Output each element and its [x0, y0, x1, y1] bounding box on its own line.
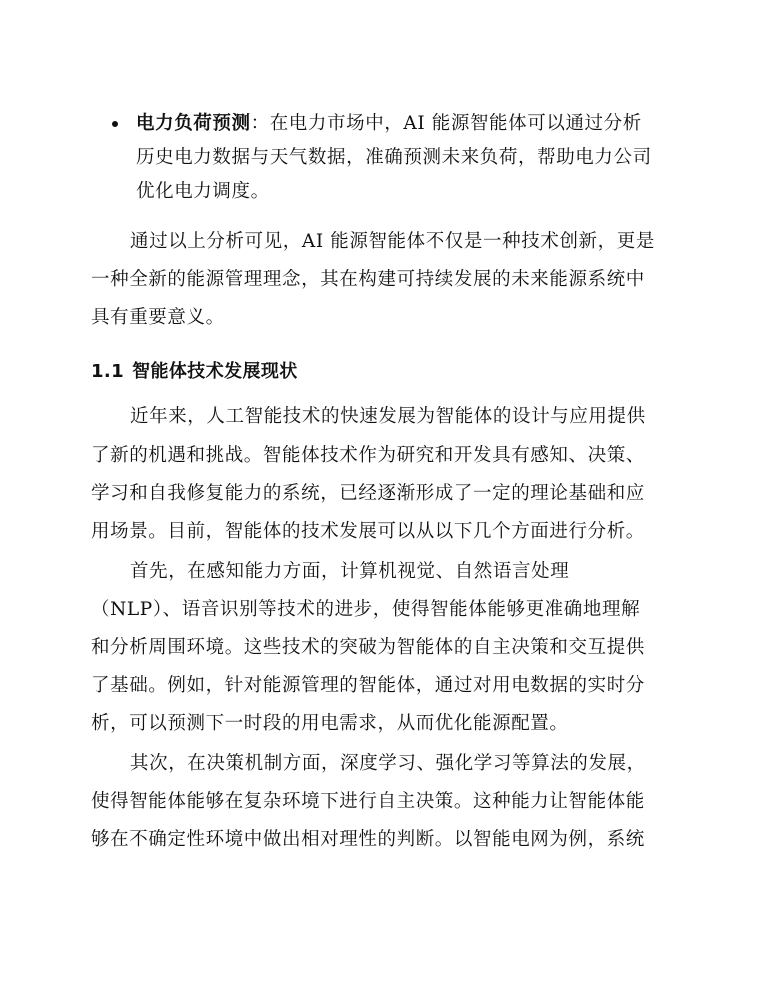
- bullet-line-2: 历史电力数据与天气数据，准确预测未来负荷，帮助电力公司: [136, 147, 652, 168]
- section-title: 智能体技术发展现状: [132, 361, 298, 382]
- bullet-line-3: 优化电力调度。: [136, 181, 270, 202]
- section-heading: [91, 360, 298, 384]
- para2-line-4: 了基础。例如，针对能源管理的智能体，通过对用电数据的实时分: [91, 675, 645, 696]
- para3-line-3: 够在不确定性环境中做出相对理性的判断。以智能电网为例，系统: [91, 829, 645, 850]
- bullet-text-1: ：在电力市场中，AI 能源智能体可以通过分析: [250, 113, 642, 134]
- summary-line-2: 一种全新的能源管理理念，其在构建可持续发展的未来能源系统中: [91, 269, 645, 290]
- bullet-term: 电力负荷预测: [136, 113, 251, 134]
- para1-line-3: 学习和自我修复能力的系统，已经逐渐形成了一定的理论基础和应: [91, 483, 645, 504]
- para1-line-2: 了新的机遇和挑战。智能体技术作为研究和开发具有感知、决策、: [91, 445, 645, 466]
- bullet-dot-icon: [112, 121, 118, 127]
- para3-line-2: 使得智能体能够在复杂环境下进行自主决策。这种能力让智能体能: [91, 791, 645, 812]
- bullet-line-1: [136, 112, 642, 136]
- para2-line-2: （NLP）、语音识别等技术的进步，使得智能体能够更准确地理解: [91, 599, 641, 620]
- para2-line-1: 首先，在感知能力方面，计算机视觉、自然语言处理: [130, 561, 570, 582]
- para2-line-3: 和分析周围环境。这些技术的突破为智能体的自主决策和交互提供: [91, 637, 645, 658]
- summary-line-1: 通过以上分析可见，AI 能源智能体不仅是一种技术创新，更是: [130, 231, 655, 252]
- para1-line-4: 用场景。目前，智能体的技术发展可以从以下几个方面进行分析。: [91, 521, 645, 542]
- para3-line-1: 其次，在决策机制方面，深度学习、强化学习等算法的发展，: [130, 753, 646, 774]
- para2-line-5: 析，可以预测下一时段的用电需求，从而优化能源配置。: [91, 713, 569, 734]
- para1-line-1: 近年来，人工智能技术的快速发展为智能体的设计与应用提供: [130, 406, 646, 427]
- section-number: 1.1: [91, 361, 125, 382]
- summary-line-3: 具有重要意义。: [91, 307, 225, 328]
